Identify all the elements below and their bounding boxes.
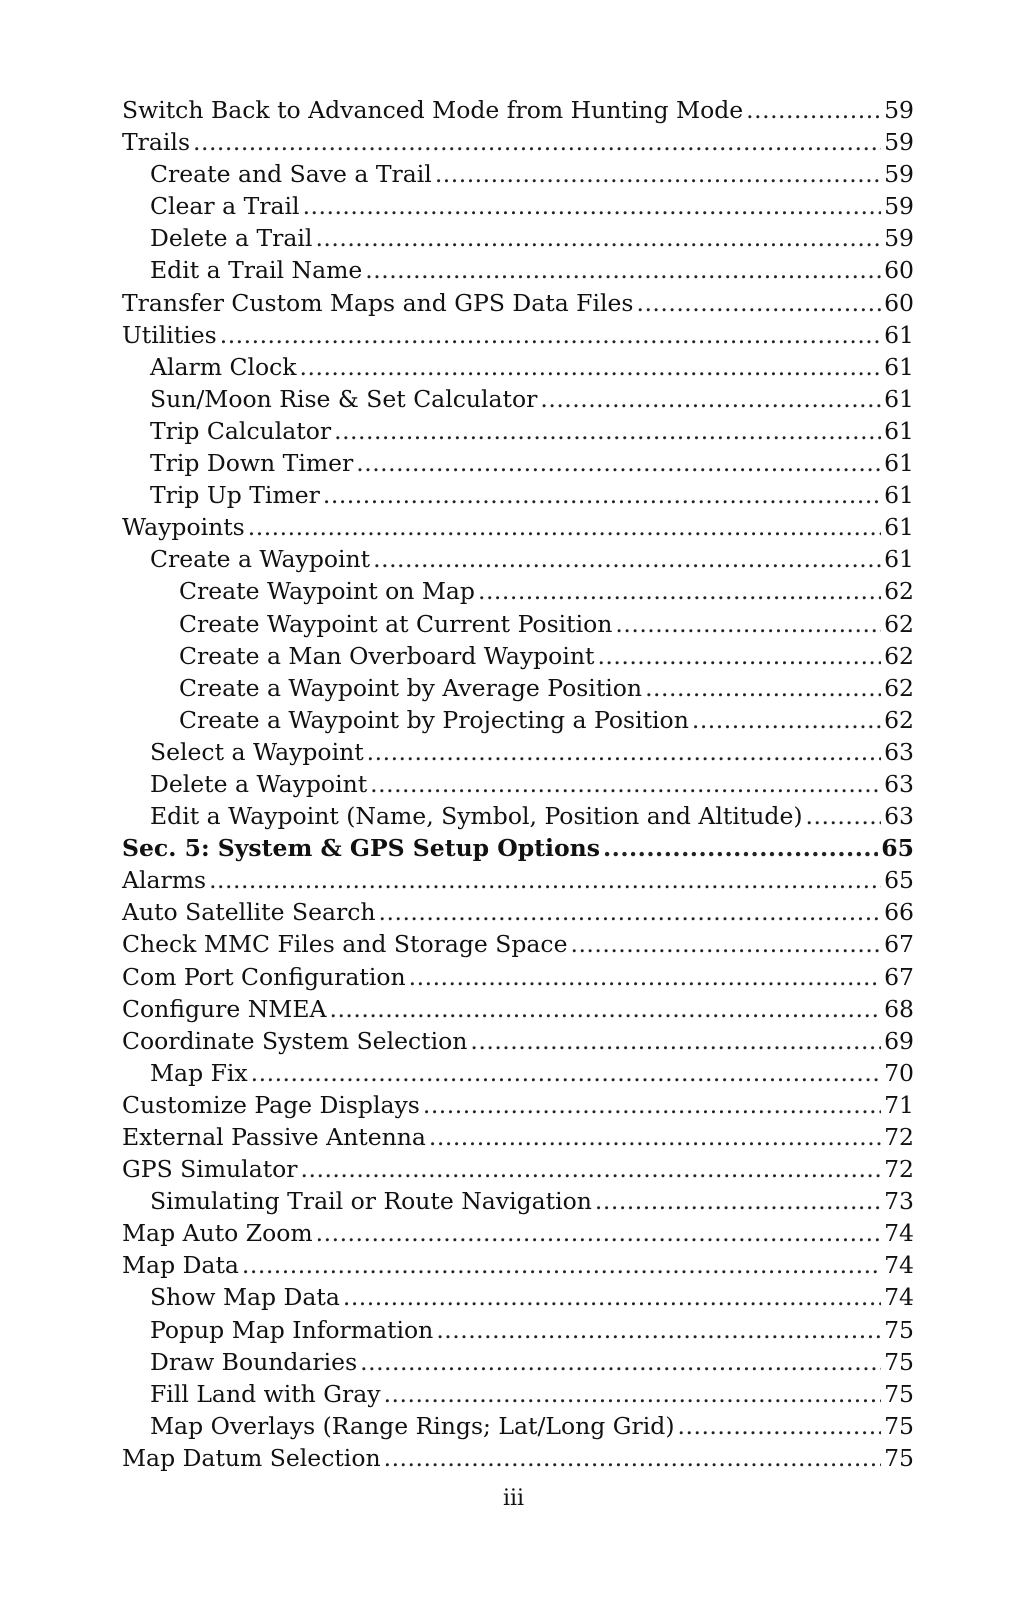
toc-entry-page: 61	[884, 384, 914, 413]
dot-leader	[540, 383, 881, 415]
toc-entry[interactable]	[122, 254, 914, 286]
toc-entry[interactable]	[122, 1089, 914, 1121]
dot-leader	[329, 993, 881, 1025]
toc-entry-title: Map Auto Zoom	[122, 1219, 313, 1248]
dot-leader	[429, 1121, 881, 1153]
toc-entry[interactable]	[122, 1281, 914, 1313]
toc-entry-title: Create a Waypoint by Projecting a Position	[179, 705, 689, 734]
dot-leader	[242, 1249, 881, 1281]
toc-entry-title: Popup Map Information	[150, 1315, 434, 1344]
toc-entry[interactable]	[122, 704, 914, 736]
dot-leader	[645, 672, 881, 704]
dot-leader	[220, 319, 881, 351]
toc-entry-title: Sec. 5: System & GPS Setup Options	[122, 834, 600, 863]
toc-entry-title: Edit a Waypoint (Name, Symbol, Position and Altitude)	[150, 802, 803, 831]
toc-entry-page: 62	[884, 577, 914, 606]
dot-leader	[409, 961, 881, 993]
dot-leader	[360, 1346, 881, 1378]
toc-entry[interactable]	[122, 608, 914, 640]
dot-leader	[379, 896, 882, 928]
dot-leader	[193, 126, 881, 158]
toc-entry-page: 65	[884, 866, 914, 895]
dot-leader	[435, 158, 881, 190]
toc-entry-title: Delete a Waypoint	[150, 769, 368, 798]
toc-entry-title: Create Waypoint on Map	[179, 577, 475, 606]
dot-leader	[806, 800, 882, 832]
dot-leader	[384, 1378, 882, 1410]
toc-entry-page: 59	[884, 96, 914, 124]
toc-entry-page: 66	[884, 898, 914, 927]
toc-entry-title: Trails	[122, 128, 191, 157]
toc-entry[interactable]	[122, 1121, 914, 1153]
toc-entry[interactable]	[122, 126, 914, 158]
toc-entry-page: 72	[884, 1123, 914, 1151]
toc-entry[interactable]	[122, 479, 914, 511]
toc-entry-page: 62	[884, 705, 914, 734]
toc-entry-page: 74	[884, 1219, 914, 1248]
toc-entry-page: 59	[884, 160, 914, 189]
toc-entry-page: 62	[884, 673, 914, 702]
toc-entry[interactable]	[122, 319, 914, 351]
toc-entry-page: 60	[884, 288, 914, 317]
toc-entry-page: 68	[884, 994, 914, 1023]
toc-entry[interactable]	[122, 543, 914, 575]
dot-leader	[251, 1057, 881, 1089]
toc-entry-title: Trip Up Timer	[150, 481, 320, 510]
toc-entry[interactable]	[122, 287, 914, 319]
toc-entry-title: Trip Calculator	[150, 416, 332, 445]
toc-entry-page: 74	[884, 1283, 914, 1312]
toc-entry-title: Map Data	[122, 1251, 239, 1280]
toc-entry[interactable]	[122, 832, 914, 864]
toc-entry-title: Map Overlays (Range Rings; Lat/Long Grid)	[150, 1411, 675, 1440]
toc-entry[interactable]	[122, 1314, 914, 1346]
toc-entry-page: 60	[884, 256, 914, 285]
dot-leader	[356, 447, 881, 479]
dot-leader	[436, 1314, 881, 1346]
toc-entry-page: 59	[884, 128, 914, 157]
toc-entry-page: 67	[884, 930, 914, 959]
toc-entry[interactable]	[122, 1378, 914, 1410]
toc-entry[interactable]	[122, 383, 914, 415]
dot-leader	[316, 1217, 881, 1249]
toc-entry-page: 75	[884, 1315, 914, 1344]
dot-leader	[343, 1281, 881, 1313]
toc-entry-title: Alarms	[122, 866, 207, 895]
toc-entry[interactable]	[122, 640, 914, 672]
toc-entry-page: 59	[884, 192, 914, 221]
dot-leader	[248, 511, 881, 543]
toc-entry-title: Simulating Trail or Route Navigation	[150, 1187, 592, 1216]
toc-entry-page: 69	[884, 1026, 914, 1055]
toc-entry[interactable]	[122, 158, 914, 190]
dot-leader	[423, 1089, 881, 1121]
toc-entry[interactable]	[122, 1185, 914, 1217]
toc-entry-page: 61	[884, 449, 914, 478]
toc-entry[interactable]	[122, 1217, 914, 1249]
toc-entry-title: Select a Waypoint	[150, 737, 364, 766]
toc-entry-title: Map Datum Selection	[122, 1443, 381, 1472]
toc-entry-page: 71	[884, 1090, 914, 1119]
toc-entry-title: Create Waypoint at Current Position	[179, 609, 613, 638]
toc-entry[interactable]	[122, 993, 914, 1025]
toc-entry[interactable]	[122, 351, 914, 383]
toc-entry-page: 75	[884, 1379, 914, 1408]
dot-leader	[367, 736, 881, 768]
dot-leader	[570, 928, 881, 960]
toc-entry-page: 61	[884, 513, 914, 542]
toc-entry-title: Delete a Trail	[150, 224, 313, 253]
toc-entry-title: Customize Page Displays	[122, 1090, 420, 1119]
toc-entry[interactable]	[122, 1346, 914, 1378]
toc-entry[interactable]	[122, 736, 914, 768]
toc-entry-page: 75	[884, 1347, 914, 1376]
toc-entry-page: 67	[884, 962, 914, 991]
dot-leader	[595, 1185, 881, 1217]
toc-entry[interactable]	[122, 222, 914, 254]
toc-entry-title: Check MMC Files and Storage Space	[122, 930, 568, 959]
toc-entry[interactable]	[122, 1410, 914, 1442]
dot-leader	[334, 415, 881, 447]
toc-entry-title: Utilities	[122, 320, 217, 349]
toc-entry-page: 62	[884, 609, 914, 638]
dot-leader	[470, 1025, 881, 1057]
dot-leader	[315, 222, 881, 254]
dot-leader	[692, 704, 881, 736]
dot-leader	[300, 351, 882, 383]
toc-entry-title: Create a Waypoint	[150, 545, 371, 574]
toc-entry-page: 61	[884, 320, 914, 349]
toc-entry-title: Coordinate System Selection	[122, 1026, 468, 1055]
toc-entry-page: 75	[884, 1443, 914, 1472]
toc-entry-title: Sun/Moon Rise & Set Calculator	[150, 384, 538, 413]
toc-entry-title: Map Fix	[150, 1058, 248, 1087]
toc-entry-title: Clear a Trail	[150, 192, 300, 221]
dot-leader	[365, 254, 881, 286]
toc-entry-title: Draw Boundaries	[150, 1347, 358, 1376]
toc-entry-title: External Passive Antenna	[122, 1123, 426, 1151]
toc-entry[interactable]	[122, 190, 914, 222]
toc-entry[interactable]	[122, 1442, 914, 1474]
toc-entry-title: Create and Save a Trail	[150, 160, 432, 189]
toc-entry-page: 75	[884, 1411, 914, 1440]
toc-entry[interactable]	[122, 1057, 914, 1089]
table-of-contents	[122, 94, 914, 1474]
dot-leader	[303, 190, 882, 222]
toc-entry-page: 70	[884, 1058, 914, 1087]
dot-leader	[636, 287, 881, 319]
dot-leader	[678, 1410, 882, 1442]
toc-entry-title: Alarm Clock	[150, 352, 297, 381]
toc-entry[interactable]	[122, 1153, 914, 1185]
toc-entry[interactable]	[122, 864, 914, 896]
page-number: iii	[502, 1486, 525, 1511]
toc-entry[interactable]	[122, 672, 914, 704]
toc-entry-title: Create a Waypoint by Average Position	[179, 673, 643, 702]
dot-leader	[209, 864, 881, 896]
dot-leader	[615, 608, 881, 640]
toc-entry-page: 63	[884, 802, 914, 831]
toc-entry-title: Edit a Trail Name	[150, 256, 363, 285]
toc-entry[interactable]	[122, 575, 914, 607]
dot-leader	[384, 1442, 881, 1474]
toc-entry-page: 65	[881, 834, 914, 863]
toc-entry[interactable]	[122, 1025, 914, 1057]
dot-leader	[746, 94, 881, 126]
toc-entry-page: 61	[884, 352, 914, 381]
toc-entry-title: Waypoints	[122, 513, 245, 542]
dot-leader	[373, 543, 881, 575]
toc-entry[interactable]	[122, 896, 914, 928]
toc-entry[interactable]	[122, 1249, 914, 1281]
toc-entry-page: 63	[884, 769, 914, 798]
toc-entry[interactable]	[122, 961, 914, 993]
toc-entry-title: Trip Down Timer	[150, 449, 354, 478]
toc-entry-page: 72	[884, 1155, 914, 1184]
dot-leader	[478, 575, 881, 607]
toc-entry-page: 59	[884, 224, 914, 253]
toc-entry[interactable]	[122, 447, 914, 479]
toc-entry[interactable]	[122, 800, 914, 832]
toc-entry-page: 62	[884, 641, 914, 670]
dot-leader	[597, 640, 881, 672]
toc-entry[interactable]	[122, 415, 914, 447]
dot-leader	[603, 832, 878, 864]
toc-entry-title: GPS Simulator	[122, 1155, 298, 1184]
toc-entry-title: Configure NMEA	[122, 994, 327, 1023]
toc-entry[interactable]	[122, 511, 914, 543]
toc-entry-page: 61	[884, 481, 914, 510]
toc-entry-page: 61	[884, 545, 914, 574]
toc-entry[interactable]	[122, 768, 914, 800]
toc-entry[interactable]	[122, 928, 914, 960]
toc-entry-page: 74	[884, 1251, 914, 1280]
dot-leader	[323, 479, 881, 511]
toc-entry-title: Fill Land with Gray	[150, 1379, 381, 1408]
toc-entry-title: Create a Man Overboard Waypoint	[179, 641, 595, 670]
dot-leader	[301, 1153, 882, 1185]
toc-entry-title: Switch Back to Advanced Mode from Hunting Mode	[122, 96, 744, 124]
toc-entry-title: Auto Satellite Search	[122, 898, 376, 927]
toc-entry-page: 63	[884, 737, 914, 766]
toc-entry-title: Transfer Custom Maps and GPS Data Files	[122, 288, 634, 317]
toc-entry-page: 61	[884, 416, 914, 445]
dot-leader	[370, 768, 881, 800]
toc-entry-title: Show Map Data	[150, 1283, 340, 1312]
toc-entry-title: Com Port Configuration	[122, 962, 406, 991]
toc-entry-page: 73	[884, 1187, 914, 1216]
toc-entry[interactable]	[122, 94, 914, 126]
